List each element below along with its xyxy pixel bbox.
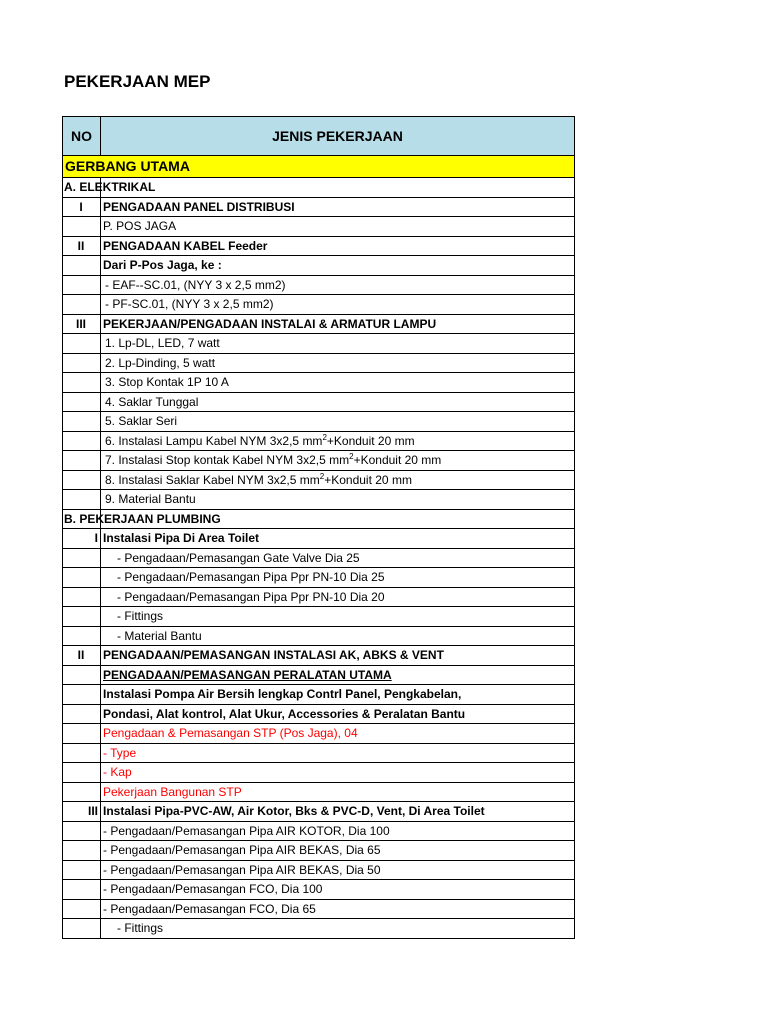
row-text: Pekerjaan Bangunan STP <box>100 783 575 802</box>
row-text: PENGADAAN/PEMASANGAN INSTALASI AK, ABKS & VENT <box>100 646 575 665</box>
row-text: - Pengadaan/Pemasangan Pipa AIR KOTOR, Dia 100 <box>100 822 575 841</box>
row-text: - Pengadaan/Pemasangan Gate Valve Dia 25 <box>100 549 575 568</box>
row-text: Instalasi Pompa Air Bersih lengkap Contrl Panel, Pengkabelan, <box>100 685 575 704</box>
row-text: PENGADAAN PANEL DISTRIBUSI <box>100 198 575 217</box>
row-text: - EAF--SC.01, (NYY 3 x 2,5 mm2) <box>100 276 575 295</box>
table-row <box>62 822 575 842</box>
category-row <box>62 178 575 198</box>
table-header <box>62 116 575 156</box>
table-row <box>62 861 575 881</box>
table-row <box>62 724 575 744</box>
table-row <box>62 451 575 471</box>
work-table <box>62 116 575 939</box>
row-text: Instalasi Pipa Di Area Toilet <box>100 529 575 548</box>
row-text: - Pengadaan/Pemasangan FCO, Dia 65 <box>100 900 575 919</box>
row-text: 3. Stop Kontak 1P 10 A <box>100 373 575 392</box>
row-text: - Pengadaan/Pemasangan Pipa AIR BEKAS, Dia 50 <box>100 861 575 880</box>
table-row <box>62 549 575 569</box>
page-title: PEKERJAAN MEP <box>64 72 211 91</box>
table-row <box>62 841 575 861</box>
row-text: - Pengadaan/Pemasangan FCO, Dia 100 <box>100 880 575 899</box>
table-row <box>62 237 575 257</box>
row-number: III <box>75 316 86 331</box>
row-text: 6. Instalasi Lampu Kabel NYM 3x2,5 $mm^2+Konduit$ 20 mm <box>100 432 575 451</box>
row-text: - Fittings <box>100 919 575 938</box>
row-text: - Fittings <box>100 607 575 626</box>
row-number: II <box>77 648 85 662</box>
row-text: - Pengadaan/Pemasangan Pipa Ppr PN-10 Dia 25 <box>100 568 575 587</box>
row-text: PEKERJAAN/PENGADAAN INSTALAI & ARMATUR LAMPU <box>100 315 575 334</box>
section-gerbang-utama: GERBANG UTAMA <box>62 156 575 178</box>
row-text: 5. Saklar Seri <box>100 412 575 431</box>
table-row <box>62 315 575 335</box>
table-row <box>62 432 575 452</box>
table-row <box>62 627 575 647</box>
row-text: - Pengadaan/Pemasangan Pipa Ppr PN-10 Dia 20 <box>100 588 575 607</box>
row-text: Dari P-Pos Jaga, ke : <box>100 256 575 275</box>
row-text: 2. Lp-Dinding, 5 watt <box>100 354 575 373</box>
table-row <box>62 334 575 354</box>
table-row <box>62 490 575 510</box>
table-row <box>62 763 575 783</box>
table-row <box>62 919 575 939</box>
row-text: PENGADAAN/PEMASANGAN PERALATAN UTAMA <box>100 666 575 685</box>
category-label: B. PEKERJAAN PLUMBING <box>64 511 221 526</box>
category-row <box>62 510 575 530</box>
table-row <box>62 744 575 764</box>
row-number: II <box>77 238 85 253</box>
table-row <box>62 900 575 920</box>
row-text: 1. Lp-DL, LED, 7 watt <box>100 334 575 353</box>
table-row <box>62 880 575 900</box>
row-text: Instalasi Pipa-PVC-AW, Air Kotor, Bks & PVC-D, Vent, Di Area Toilet <box>100 802 575 821</box>
table-row <box>62 198 575 218</box>
row-number: I <box>79 199 83 214</box>
row-text: - Kap <box>100 763 575 782</box>
table-row <box>62 802 575 822</box>
row-number: III <box>87 804 98 818</box>
table-row <box>62 588 575 608</box>
row-text: - Material Bantu <box>100 627 575 646</box>
row-text: Pondasi, Alat kontrol, Alat Ukur, Accessories & Peralatan Bantu <box>100 705 575 724</box>
table-row <box>62 276 575 296</box>
header-jenis-pekerjaan: JENIS PEKERJAAN <box>272 128 403 144</box>
row-text: 4. Saklar Tunggal <box>100 393 575 412</box>
table-row <box>62 529 575 549</box>
table-row <box>62 412 575 432</box>
table-row <box>62 256 575 276</box>
table-row <box>62 373 575 393</box>
row-text: 7. Instalasi Stop kontak Kabel NYM 3x2,5 $mm^2+Konduit$ 20 mm <box>100 451 575 470</box>
category-label: A. ELEKTRIKAL <box>64 180 156 194</box>
table-row <box>62 354 575 374</box>
table-row <box>62 646 575 666</box>
row-text: - Type <box>100 744 575 763</box>
row-text: - Pengadaan/Pemasangan Pipa AIR BEKAS, Dia 65 <box>100 841 575 860</box>
table-row <box>62 685 575 705</box>
table-row <box>62 393 575 413</box>
table-row <box>62 783 575 803</box>
table-row <box>62 607 575 627</box>
table-row <box>62 666 575 686</box>
table-row <box>62 295 575 315</box>
header-no: NO <box>63 117 101 155</box>
row-text: P. POS JAGA <box>100 217 575 236</box>
table-row <box>62 471 575 491</box>
row-text: 8. Instalasi Saklar Kabel NYM 3x2,5 $mm^2+Konduit$ 20 mm <box>100 471 575 490</box>
row-text: PENGADAAN KABEL Feeder <box>100 237 575 256</box>
row-text: - PF-SC.01, (NYY 3 x 2,5 mm2) <box>100 295 575 314</box>
row-text: 9. Material Bantu <box>100 490 575 509</box>
row-text: Pengadaan & Pemasangan STP (Pos Jaga), 04 <box>100 724 575 743</box>
row-number: I <box>94 531 98 545</box>
table-row <box>62 705 575 725</box>
table-row <box>62 217 575 237</box>
table-row <box>62 568 575 588</box>
